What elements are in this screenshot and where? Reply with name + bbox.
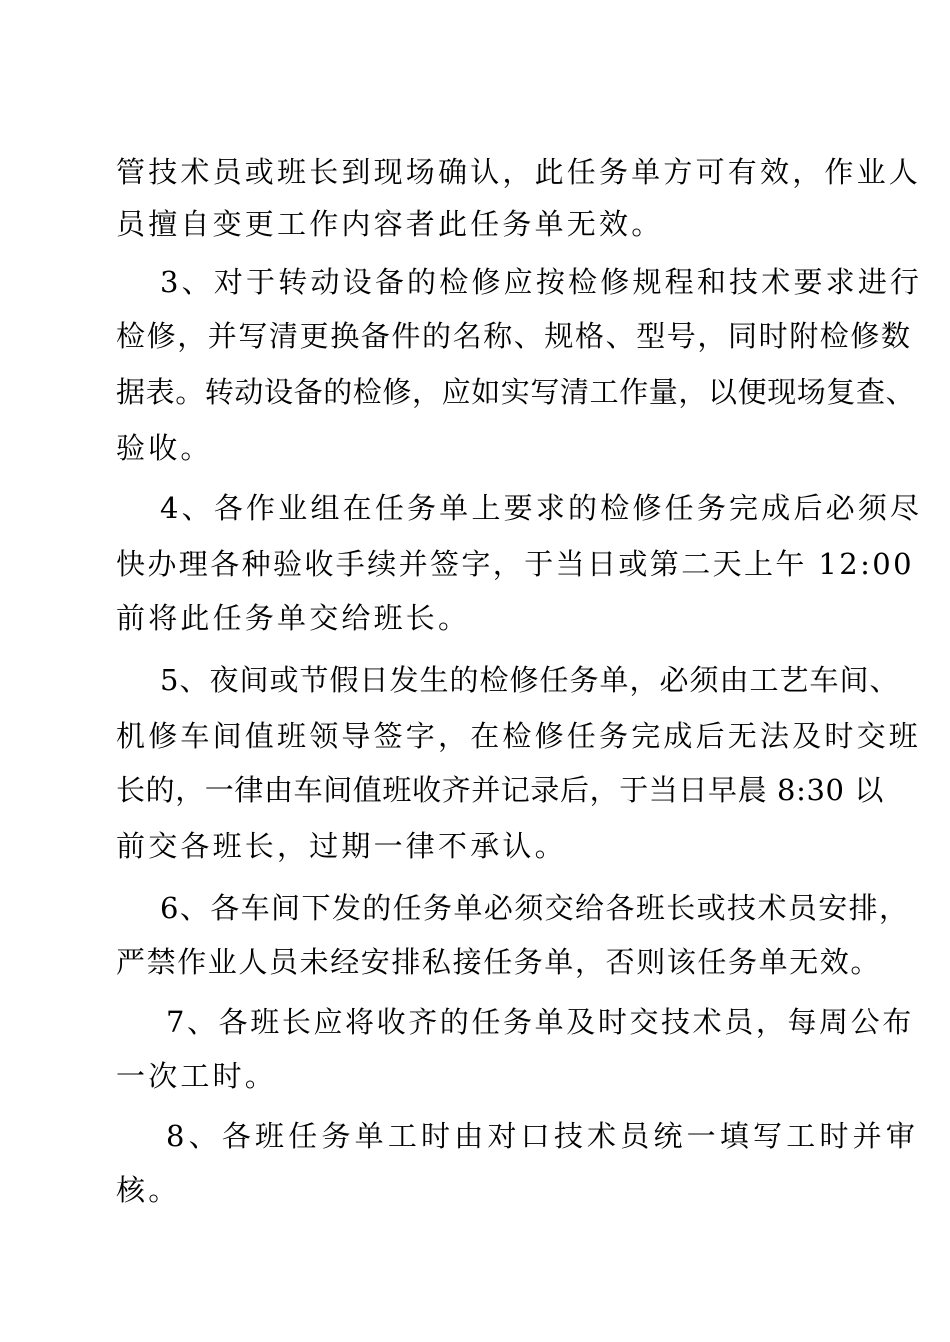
text-line: 一次工时。 <box>116 1059 278 1093</box>
text-line: 7、各班长应将收齐的任务单及时交技术员，每周公布 <box>166 1005 914 1039</box>
text-line: 前将此任务单交给班长。 <box>116 601 471 635</box>
text-line: 验收。 <box>116 431 213 465</box>
text-line: 3、对于转动设备的检修应按检修规程和技术要求进行 <box>160 265 923 299</box>
text-line: 核。 <box>116 1173 181 1207</box>
text-line: 快办理各种验收手续并签字，于当日或第二天上午 12:00 <box>116 547 914 581</box>
text-line: 管技术员或班长到现场确认，此任务单方可有效，作业人 <box>116 155 922 189</box>
text-line: 检修，并写清更换备件的名称、规格、型号，同时附检修数 <box>116 319 912 353</box>
text-line: 严禁作业人员未经安排私接任务单，否则该任务单无效。 <box>116 945 882 979</box>
text-line: 5、夜间或节假日发生的检修任务单，必须由工艺车间、 <box>160 663 900 697</box>
text-line: 机修车间值班领导签字，在检修任务完成后无法及时交班 <box>116 719 922 753</box>
text-line: 8、各班任务单工时由对口技术员统一填写工时并审 <box>166 1119 920 1153</box>
text-line: 4、各作业组在任务单上要求的检修任务完成后必须尽 <box>160 491 923 525</box>
text-line: 长的，一律由车间值班收齐并记录后，于当日早晨 8:30 以 <box>116 773 884 807</box>
text-line: 6、各车间下发的任务单必须交给各班长或技术员安排， <box>160 891 910 925</box>
text-line: 前交各班长，过期一律不承认。 <box>116 829 567 863</box>
text-line: 员擅自变更工作内容者此任务单无效。 <box>116 207 664 241</box>
text-line: 据表。转动设备的检修，应如实写清工作量，以便现场复查、 <box>116 375 916 409</box>
